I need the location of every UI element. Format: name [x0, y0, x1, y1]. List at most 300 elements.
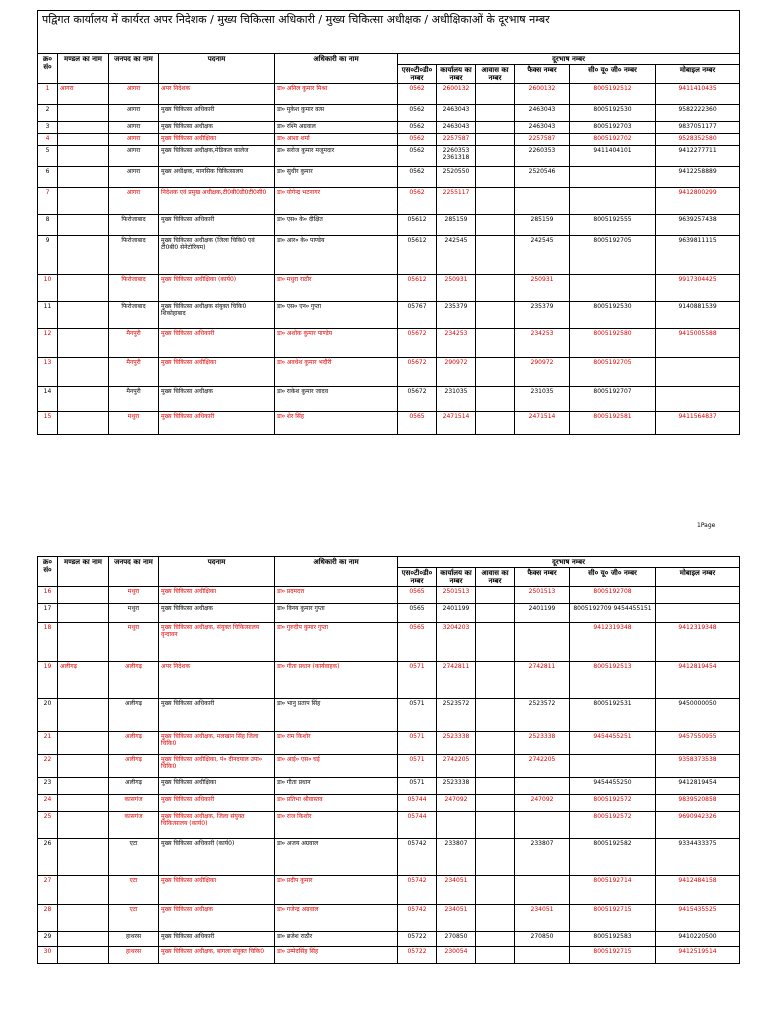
cell-fax: 2520546	[515, 167, 570, 188]
cell-pad: मुख्य चिकित्सा अधीक्षक (जिला चिकि0 एवं टी0बी0 सेनेटोरियम)	[159, 236, 275, 275]
cell-sn: 19	[38, 662, 58, 699]
cell-pad: मुख्य चिकित्सा अधीक्षक	[159, 387, 275, 412]
cell-cug: 8005192707	[570, 387, 656, 412]
cell-mob: 9412319348	[656, 623, 740, 662]
table-row	[38, 275, 740, 302]
cell-sn: 8	[38, 215, 58, 236]
cell-cug: 9454455250	[570, 778, 656, 795]
cell-pad: मुख्य चिकित्सा अधीक्षिका	[159, 876, 275, 905]
cell-off: 3204203	[437, 623, 476, 662]
cell-pad: मुख्य चिकित्सा अधीक्षक संयुक्त चिकि0 शिकोहाबाद	[159, 302, 275, 329]
table-row	[38, 105, 740, 122]
cell-janpad: आगरा	[109, 134, 159, 146]
cell-mob: 9411410435	[656, 84, 740, 105]
cell-mob: 9412519514	[656, 947, 740, 964]
cell-cug: 8005192513	[570, 662, 656, 699]
document-page-2	[37, 556, 739, 964]
cell-pad: मुख्य चिकित्सा अधीक्षिका	[159, 778, 275, 795]
cell-name: डा० ब्रजेश राठौर	[275, 932, 398, 947]
cell-pad: मुख्य चिकित्सा अधिकारी (कार्य0)	[159, 839, 275, 876]
table-row	[38, 329, 740, 358]
cell-res	[476, 587, 515, 604]
cell-off: 2260353 2361318	[437, 146, 476, 167]
cell-pad: निदेशक एवं प्रमुख अधीक्षक,टी0बी0डी0टी0सी0	[159, 188, 275, 215]
cell-mandal	[58, 876, 109, 905]
cell-off: 2255117	[437, 188, 476, 215]
cell-mandal	[58, 604, 109, 623]
cell-janpad: फिरोजाबाद	[109, 215, 159, 236]
cell-janpad: आगरा	[109, 188, 159, 215]
cell-sn: 17	[38, 604, 58, 623]
document-page-1	[37, 10, 739, 435]
cell-pad: मुख्य चिकित्सा अधीक्षिका	[159, 358, 275, 387]
cell-name: डा० मुकेश कुमार वत्स	[275, 105, 398, 122]
cell-mob: 9412258889	[656, 167, 740, 188]
cell-mandal	[58, 795, 109, 812]
cell-mandal	[58, 302, 109, 329]
cell-sn: 20	[38, 699, 58, 732]
cell-off: 2257587	[437, 134, 476, 146]
cell-pad: मुख्य चिकित्सा अधीक्षक,मेडिकल कालेज	[159, 146, 275, 167]
cell-mandal	[58, 905, 109, 932]
header-mandal: मण्डल का नाम	[58, 54, 109, 84]
cell-std: 05744	[398, 812, 437, 839]
cell-cug: 8005192703	[570, 122, 656, 134]
cell-pad: मुख्य चिकित्सा अधिकारी	[159, 932, 275, 947]
header-adhikari: अधिकारी का नाम	[275, 557, 398, 587]
cell-pad: मुख्य चिकित्सा अधीक्षक	[159, 604, 275, 623]
cell-off: 2501513	[437, 587, 476, 604]
cell-fax: 290972	[515, 358, 570, 387]
cell-std: 0562	[398, 84, 437, 105]
cell-off: 231035	[437, 387, 476, 412]
cell-janpad: आगरा	[109, 84, 159, 105]
cell-pad: अपर निदेशक	[159, 84, 275, 105]
cell-cug: 8005192572	[570, 795, 656, 812]
cell-sn: 5	[38, 146, 58, 167]
cell-name: डा० अनिल कुमार मिश्रा	[275, 84, 398, 105]
table-row	[38, 732, 740, 755]
document-title: पद्विगत कार्यालय में कार्यरत अपर निदेशक / मुख्य चिकित्सा अधिकारी / मुख्य चिकित्सा अधीक्षक / अधीक्षिकाओं के दूरभाष नम्बर	[38, 11, 740, 54]
cell-name: डा० राम किशोर	[275, 732, 398, 755]
cell-mandal	[58, 623, 109, 662]
cell-fax: 270850	[515, 932, 570, 947]
table-row	[38, 236, 740, 275]
cell-std: 05722	[398, 947, 437, 964]
table-row	[38, 134, 740, 146]
cell-fax: 2523338	[515, 732, 570, 755]
cell-cug: 8005192715	[570, 947, 656, 964]
cell-off: 234051	[437, 905, 476, 932]
cell-std: 05672	[398, 387, 437, 412]
cell-janpad: मथुरा	[109, 604, 159, 623]
cell-janpad: मैनपुरी	[109, 329, 159, 358]
cell-mob: 9528352580	[656, 134, 740, 146]
cell-sn: 25	[38, 812, 58, 839]
cell-sn: 21	[38, 732, 58, 755]
cell-std: 0571	[398, 699, 437, 732]
cell-off: 2742811	[437, 662, 476, 699]
phone-directory-table	[37, 10, 740, 435]
cell-janpad: फिरोजाबाद	[109, 275, 159, 302]
header-std: एस०टी०डी०नम्बर	[398, 65, 437, 84]
cell-janpad: अलीगढ़	[109, 699, 159, 732]
cell-std: 0562	[398, 146, 437, 167]
cell-fax: 247092	[515, 795, 570, 812]
cell-off: 247092	[437, 795, 476, 812]
cell-mandal	[58, 134, 109, 146]
cell-res	[476, 302, 515, 329]
cell-name: डा० गीता प्रधान (कार्यवाहक)	[275, 662, 398, 699]
cell-pad: मुख्य चिकित्सा अधिकारी	[159, 329, 275, 358]
cell-fax: 2257587	[515, 134, 570, 146]
table-body-page-1	[38, 84, 740, 435]
cell-mandal	[58, 105, 109, 122]
cell-off: 2463043	[437, 122, 476, 134]
cell-cug: 8005192582	[570, 839, 656, 876]
cell-fax	[515, 188, 570, 215]
cell-pad: मुख्य चिकित्सा अधीक्षक, संयुक्त चिकित्सालय वृन्दावन	[159, 623, 275, 662]
cell-janpad: कासगंज	[109, 795, 159, 812]
cell-cug	[570, 188, 656, 215]
cell-sn: 6	[38, 167, 58, 188]
cell-fax: 234253	[515, 329, 570, 358]
cell-name: डा० गीता प्रधान	[275, 778, 398, 795]
cell-mandal	[58, 329, 109, 358]
cell-mob: 9334433375	[656, 839, 740, 876]
cell-fax	[515, 623, 570, 662]
cell-std: 0562	[398, 188, 437, 215]
cell-mob: 9412484158	[656, 876, 740, 905]
cell-name: डा० राकेश कुमार जादव	[275, 387, 398, 412]
cell-off: 235379	[437, 302, 476, 329]
table-row	[38, 876, 740, 905]
cell-janpad: आगरा	[109, 146, 159, 167]
header-janpad: जनपद का नाम	[109, 557, 159, 587]
cell-janpad: अलीगढ़	[109, 732, 159, 755]
cell-fax: 2501513	[515, 587, 570, 604]
cell-res	[476, 932, 515, 947]
cell-janpad: हाथरस	[109, 932, 159, 947]
cell-fax: 2742205	[515, 755, 570, 778]
cell-pad: मुख्य चिकित्सा अधिकारी	[159, 412, 275, 435]
cell-sn: 30	[38, 947, 58, 964]
cell-pad: मुख्य चिकित्सा अधीक्षिका	[159, 134, 275, 146]
cell-name: डा० एस० एन० गुप्ता	[275, 302, 398, 329]
cell-name: डा० अशोक कुमार पाण्डेय	[275, 329, 398, 358]
table-row	[38, 604, 740, 623]
table-row	[38, 188, 740, 215]
cell-cug: 9411404101	[570, 146, 656, 167]
cell-res	[476, 876, 515, 905]
cell-off: 233807	[437, 839, 476, 876]
cell-sn: 28	[38, 905, 58, 932]
cell-fax: 285159	[515, 215, 570, 236]
cell-res	[476, 755, 515, 778]
cell-mandal	[58, 732, 109, 755]
cell-std: 0565	[398, 623, 437, 662]
cell-std: 05767	[398, 302, 437, 329]
table-row	[38, 84, 740, 105]
cell-res	[476, 105, 515, 122]
header-office: कार्यालय का नम्बर	[437, 65, 476, 84]
cell-fax: 2471514	[515, 412, 570, 435]
cell-res	[476, 905, 515, 932]
cell-name: डा० आशा शर्मा	[275, 134, 398, 146]
cell-off: 290972	[437, 358, 476, 387]
cell-res	[476, 947, 515, 964]
cell-name: डा० प्रदीप कुमार	[275, 876, 398, 905]
cell-sn: 10	[38, 275, 58, 302]
cell-mob: 9450000050	[656, 699, 740, 732]
cell-mandal	[58, 778, 109, 795]
cell-janpad: एटा	[109, 876, 159, 905]
cell-cug: 9454455251	[570, 732, 656, 755]
cell-janpad: अलीगढ़	[109, 662, 159, 699]
cell-fax	[515, 876, 570, 905]
cell-name: डा० गजेन्द्र अग्रवाल	[275, 905, 398, 932]
table-row	[38, 812, 740, 839]
cell-name: डा० प्रतिभा श्रीवास्तव	[275, 795, 398, 812]
cell-std: 05612	[398, 236, 437, 275]
cell-pad: मुख्य चिकित्सा अधीक्षिका (कार्य0)	[159, 275, 275, 302]
cell-std: 0562	[398, 134, 437, 146]
cell-std: 0571	[398, 755, 437, 778]
cell-janpad: एटा	[109, 905, 159, 932]
header-cug: सी० यू० जी० नम्बर	[570, 65, 656, 84]
cell-cug: 8005192530	[570, 302, 656, 329]
cell-sn: 3	[38, 122, 58, 134]
cell-mandal: आगरा	[58, 84, 109, 105]
cell-res	[476, 623, 515, 662]
cell-mob: 9140881539	[656, 302, 740, 329]
cell-janpad: मैनपुरी	[109, 358, 159, 387]
table-row	[38, 755, 740, 778]
page-number: 1Page	[697, 522, 716, 529]
cell-sn: 12	[38, 329, 58, 358]
cell-std: 05672	[398, 329, 437, 358]
table-row	[38, 699, 740, 732]
cell-res	[476, 778, 515, 795]
table-row	[38, 387, 740, 412]
cell-mob: 9412819454	[656, 778, 740, 795]
cell-mob	[656, 587, 740, 604]
cell-janpad: आगरा	[109, 167, 159, 188]
cell-mob: 9412819454	[656, 662, 740, 699]
cell-mandal	[58, 358, 109, 387]
cell-std: 0562	[398, 105, 437, 122]
cell-fax: 250931	[515, 275, 570, 302]
cell-res	[476, 604, 515, 623]
header-mobile: मोबाइल नम्बर	[656, 568, 740, 587]
cell-res	[476, 387, 515, 412]
cell-sn: 16	[38, 587, 58, 604]
table-row	[38, 358, 740, 387]
cell-off: 230054	[437, 947, 476, 964]
cell-std: 05742	[398, 905, 437, 932]
cell-std: 0565	[398, 604, 437, 623]
cell-name: डा० मधुरा राठौर	[275, 275, 398, 302]
cell-std: 05742	[398, 876, 437, 905]
cell-off: 2471514	[437, 412, 476, 435]
cell-mob: 9415005588	[656, 329, 740, 358]
cell-mob: 9639257438	[656, 215, 740, 236]
cell-mandal	[58, 699, 109, 732]
cell-cug: 8005192512	[570, 84, 656, 105]
cell-off: 250931	[437, 275, 476, 302]
cell-res	[476, 167, 515, 188]
cell-name: डा० आई० एस० घई	[275, 755, 398, 778]
cell-off: 2520550	[437, 167, 476, 188]
cell-pad: मुख्य चिकित्सा अधीक्षिका	[159, 587, 275, 604]
cell-std: 0571	[398, 778, 437, 795]
header-cug: सी० यू० जी० नम्बर	[570, 568, 656, 587]
cell-janpad: एटा	[109, 839, 159, 876]
header-doorbhash: दूरभाष नम्बर	[398, 557, 740, 568]
cell-off: 270850	[437, 932, 476, 947]
cell-fax: 2742811	[515, 662, 570, 699]
header-sno: क्र० सं०	[38, 557, 58, 587]
cell-mob: 9639811115	[656, 236, 740, 275]
cell-mob: 9839520858	[656, 795, 740, 812]
header-janpad: जनपद का नाम	[109, 54, 159, 84]
cell-sn: 4	[38, 134, 58, 146]
cell-mob: 9412800299	[656, 188, 740, 215]
cell-cug	[570, 755, 656, 778]
phone-directory-table-continued	[37, 556, 740, 964]
cell-cug: 8005192580	[570, 329, 656, 358]
cell-janpad: आगरा	[109, 122, 159, 134]
cell-fax	[515, 812, 570, 839]
cell-mob: 9410220500	[656, 932, 740, 947]
cell-mandal: अलीगढ़	[58, 662, 109, 699]
cell-res	[476, 236, 515, 275]
table-row	[38, 839, 740, 876]
cell-cug: 8005192555	[570, 215, 656, 236]
cell-name: डा० सरोज कुमार मजूमदार	[275, 146, 398, 167]
cell-off	[437, 812, 476, 839]
cell-std: 05744	[398, 795, 437, 812]
cell-mandal	[58, 839, 109, 876]
cell-fax: 231035	[515, 387, 570, 412]
cell-off: 2523338	[437, 778, 476, 795]
cell-pad: मुख्य चिकित्सा अधिकारी	[159, 215, 275, 236]
table-body-page-2	[38, 587, 740, 964]
table-row	[38, 905, 740, 932]
cell-janpad: फिरोजाबाद	[109, 302, 159, 329]
cell-mandal	[58, 122, 109, 134]
cell-janpad: मथुरा	[109, 412, 159, 435]
cell-off: 2523572	[437, 699, 476, 732]
cell-cug: 8005192572	[570, 812, 656, 839]
table-row	[38, 623, 740, 662]
cell-mandal	[58, 812, 109, 839]
table-row	[38, 947, 740, 964]
cell-sn: 15	[38, 412, 58, 435]
cell-sn: 24	[38, 795, 58, 812]
cell-janpad: हाथरस	[109, 947, 159, 964]
cell-mandal	[58, 215, 109, 236]
cell-mandal	[58, 146, 109, 167]
cell-res	[476, 215, 515, 236]
cell-mob: 9582222360	[656, 105, 740, 122]
cell-fax: 235379	[515, 302, 570, 329]
cell-off: 2463043	[437, 105, 476, 122]
header-std: एस०टी०डी०नम्बर	[398, 568, 437, 587]
cell-name: डा० एस० के० दीक्षित	[275, 215, 398, 236]
table-row	[38, 122, 740, 134]
cell-mandal	[58, 275, 109, 302]
cell-name: डा० सुधीर कुमार	[275, 167, 398, 188]
cell-pad: मुख्य चिकित्सा अधीक्षिका, पं० दीनदयाल उपा० चिकि0	[159, 755, 275, 778]
cell-sn: 26	[38, 839, 58, 876]
cell-fax: 233807	[515, 839, 570, 876]
header-sno: क्र० सं०	[38, 54, 58, 84]
cell-res	[476, 122, 515, 134]
cell-std: 0565	[398, 587, 437, 604]
table-row	[38, 932, 740, 947]
cell-res	[476, 412, 515, 435]
cell-std: 0571	[398, 662, 437, 699]
cell-fax: 2600132	[515, 84, 570, 105]
cell-pad: मुख्य चिकित्सा अधीक्षक, बागला संयुक्त चिकि0	[159, 947, 275, 964]
table-row	[38, 167, 740, 188]
cell-cug	[570, 275, 656, 302]
header-residence: आवास का नम्बर	[476, 568, 515, 587]
cell-off: 2401199	[437, 604, 476, 623]
cell-name: डा० आर० के० पाण्डेय	[275, 236, 398, 275]
cell-fax: 234051	[515, 905, 570, 932]
cell-res	[476, 329, 515, 358]
cell-fax	[515, 947, 570, 964]
cell-name: डा० शेर सिंह	[275, 412, 398, 435]
cell-sn: 7	[38, 188, 58, 215]
cell-cug: 8005192709 9454455151	[570, 604, 656, 623]
cell-mob	[656, 604, 740, 623]
cell-pad: अपर निदेशक	[159, 662, 275, 699]
cell-sn: 27	[38, 876, 58, 905]
cell-sn: 23	[38, 778, 58, 795]
cell-mob	[656, 358, 740, 387]
cell-pad: मुख्य चिकित्सा अधिकारी	[159, 105, 275, 122]
cell-off: 242545	[437, 236, 476, 275]
cell-mandal	[58, 947, 109, 964]
cell-pad: मुख्य चिकित्सा अधिकारी	[159, 699, 275, 732]
cell-janpad: मैनपुरी	[109, 387, 159, 412]
cell-mob: 9412277711	[656, 146, 740, 167]
header-padnaam: पदनाम	[159, 557, 275, 587]
cell-janpad: फिरोजाबाद	[109, 236, 159, 275]
cell-name: डा० गुरुदीप कुमार गुप्ता	[275, 623, 398, 662]
cell-mob: 9358373538	[656, 755, 740, 778]
cell-name: डा० रश्मि अग्रवाल	[275, 122, 398, 134]
cell-mandal	[58, 587, 109, 604]
cell-fax: 242545	[515, 236, 570, 275]
cell-mandal	[58, 755, 109, 778]
cell-pad: मुख्य अधीक्षक, मानसिक चिकित्सालय	[159, 167, 275, 188]
table-row	[38, 795, 740, 812]
cell-sn: 1	[38, 84, 58, 105]
cell-std: 05672	[398, 358, 437, 387]
cell-off: 234253	[437, 329, 476, 358]
cell-std: 05612	[398, 215, 437, 236]
cell-sn: 18	[38, 623, 58, 662]
cell-cug: 8005192715	[570, 905, 656, 932]
cell-name: डा० अवधेश कुमार भदौरी	[275, 358, 398, 387]
cell-mob: 9917304425	[656, 275, 740, 302]
cell-mob	[656, 387, 740, 412]
cell-res	[476, 146, 515, 167]
